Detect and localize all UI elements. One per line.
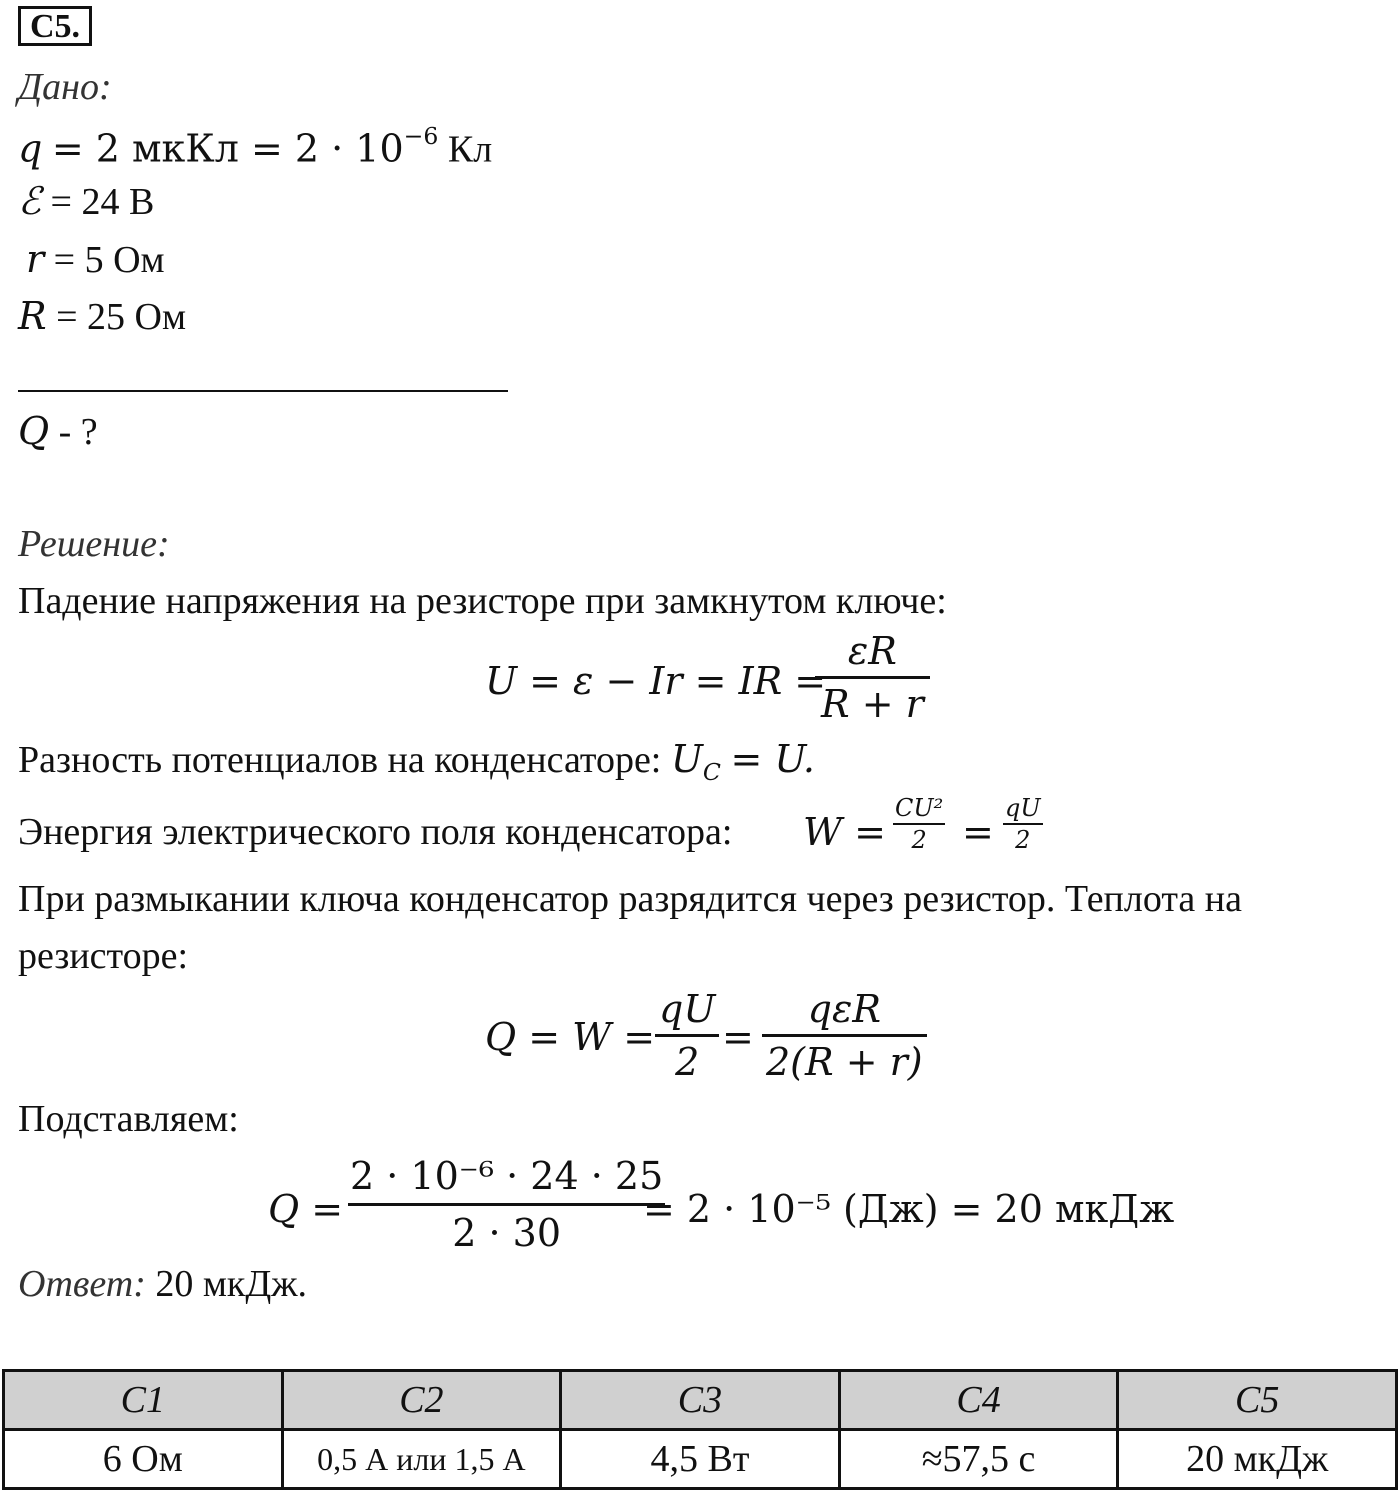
- equation-1-fraction: [815, 629, 930, 726]
- given-emf: ℰ = 24 В: [18, 179, 155, 223]
- answer-line: [18, 1265, 307, 1303]
- value-cell-c3: 4,5 Вт: [561, 1430, 840, 1489]
- answers-value-row: [4, 1430, 1397, 1489]
- solution-line-4b: резисторе:: [18, 935, 189, 977]
- equation-1-left: U = ε − Ir = IR =: [485, 659, 827, 703]
- value-cell-c2: 0,5 А или 1,5 А: [282, 1430, 561, 1489]
- equation-1-denominator: R + r: [821, 682, 924, 726]
- header-cell-c2: C2: [282, 1371, 561, 1430]
- answer-label: Ответ:: [18, 1263, 146, 1305]
- equation-3-fraction: 2 · 10⁻⁶ · 24 · 25 2 · 30: [350, 1154, 664, 1255]
- header-cell-c4: C4: [839, 1371, 1118, 1430]
- value-cell-c4: ≈57,5 с: [839, 1430, 1118, 1489]
- given-heading: Дано:: [18, 66, 112, 108]
- find-line: Q - ?: [18, 409, 98, 453]
- given-divider: [18, 390, 508, 392]
- equation-2-left: Q = W =: [485, 1015, 656, 1059]
- answers-table: [2, 1369, 1398, 1490]
- value-cell-c5: 20 мкДж: [1118, 1430, 1397, 1489]
- header-cell-c3: C3: [561, 1371, 840, 1430]
- equation-1-numerator: εR: [847, 629, 897, 673]
- equation-3-left: Q =: [268, 1187, 344, 1231]
- equation-2-fraction-2: qεR 2(R + r): [762, 990, 927, 1081]
- task-number-box: [18, 6, 92, 46]
- energy-equals: =: [962, 810, 994, 854]
- header-cell-c1: C1: [4, 1371, 283, 1430]
- solution-line-2: Разность потенциалов на конденсаторе: $U_C = U$.: [18, 737, 815, 787]
- equation-2-equals: =: [722, 1015, 754, 1059]
- solution-line-5: Подставляем:: [18, 1098, 239, 1140]
- answers-header-row: [4, 1371, 1397, 1430]
- value-cell-c1: 6 Ом: [4, 1430, 283, 1489]
- header-cell-c5: C5: [1118, 1371, 1397, 1430]
- solution-line-3-text: Энергия электрического поля конденсатора:: [18, 811, 733, 853]
- solution-line-4a: При размыкании ключа конденсатор разрядится через резистор. Теплота на: [18, 878, 1242, 920]
- energy-fraction-1: CU² 2: [895, 794, 944, 854]
- equation-2-fraction-1: qU 2: [655, 990, 719, 1081]
- solution-heading: Решение:: [18, 523, 170, 565]
- energy-W: W =: [803, 810, 886, 854]
- solution-line-1: Падение напряжения на резисторе при замкнутом ключе:: [18, 580, 947, 622]
- energy-fraction-2: qU 2: [1005, 794, 1041, 854]
- given-q: q = 2 мкКл = $2 \cdot 10^{-6}$ Кл: [18, 122, 493, 171]
- equation-3-right: = 2 · 10⁻⁵ (Дж) = 20 мкДж: [643, 1187, 1175, 1231]
- answer-value: 20 мкДж.: [155, 1263, 308, 1305]
- given-r: r = 5 Ом: [26, 237, 165, 281]
- given-R: R = 25 Ом: [18, 294, 187, 338]
- task-number: C5.: [29, 8, 81, 45]
